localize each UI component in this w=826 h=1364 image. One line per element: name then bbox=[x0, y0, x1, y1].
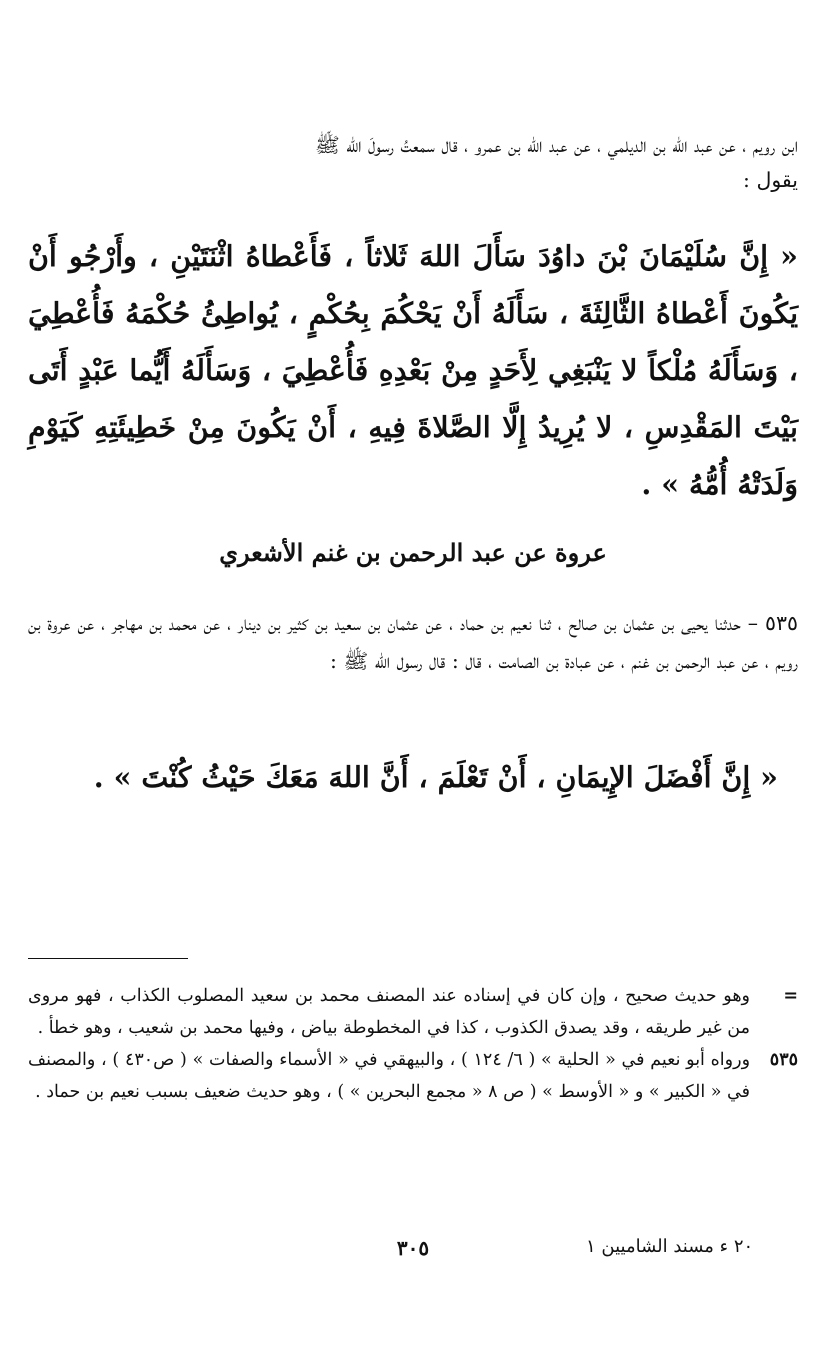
footnote-text: ورواه أبو نعيم في « الحلية » ( ٦/ ١٢٤ ) ، والبيهقي في « الأسماء والصفات » ( ص٤٣٠ ) ، والمصنف في « الكبير » و « الأوسط » ( ص ٨ « مجمع البحرين » ) ، وهو حديث ضعيف بسبب نعيم بن حماد . bbox=[28, 1050, 751, 1102]
footnote-item bbox=[28, 980, 798, 1044]
footnotes bbox=[28, 980, 798, 1108]
section-heading: عروة عن عبد الرحمن بن غنم الأشعري bbox=[219, 538, 607, 567]
footnote-divider bbox=[28, 958, 188, 959]
intro-line-2: يقول : bbox=[743, 168, 798, 192]
footnote-marker: ٥٣٥ bbox=[769, 1050, 798, 1070]
hadith-535-text: « إِنَّ أَفْضَلَ الإِيمَانِ ، أَنْ تَعْلَمَ ، أَنَّ اللهَ مَعَكَ حَيْثُ كُنْتَ » . bbox=[93, 760, 778, 794]
page-footer bbox=[0, 1236, 826, 1266]
page-number: ٣٠٥ bbox=[396, 1236, 430, 1260]
intro-line-1: ابن رويم ، عن عبد الله بن الديلمي ، عن عبد الله بن عمرو ، قال سمعتُ رسولَ الله ﷺ bbox=[314, 133, 798, 157]
footnote-item bbox=[28, 1044, 798, 1108]
intro-paragraph bbox=[28, 128, 798, 198]
printer-signature: ٢٠ ء مسند الشاميين ١ bbox=[586, 1236, 754, 1257]
isnad-535: ٥٣٥ – حدثنا يحيى بن عثمان بن صالح ، ثنا نعيم بن حماد ، عن عثمان بن سعيد بن كثير بن دينار ، عن محمد بن مهاجر ، عن عروة بن رويم ، عن عبد الرحمن بن غنم ، عن عبادة بن الصامت ، قال : قال رسول الله ﷺ : bbox=[28, 611, 798, 673]
footnote-text: وهو حديث صحيح ، وإن كان في إسناده عند المصنف محمد بن سعيد المصلوب الكذاب ، فهو مروى من غير طريقه ، وقد يصدق الكذوب ، كذا في المخطوطة بياض ، وفيها محمد بن شعيب ، وهو خطأ . bbox=[28, 986, 750, 1038]
hadith-534-text: « إِنَّ سُلَيْمَانَ بْنَ داوُدَ سَأَلَ اللهَ ثَلاثاً ، فَأَعْطاهُ اثْنَتَيْنِ ، وأَرْجُو أَنْ يَكُونَ أَعْطاهُ الثَّالِثَةَ ، سَأَلَهُ أَنْ يَحْكُمَ بِحُكْمٍ ، يُواطِئُ حُكْمَهُ فَأُعْطِيَ ، وَسَأَلَهُ مُلْكاً لا يَنْبَغِي لِأَحَدٍ مِنْ بَعْدِهِ فَأُعْطِيَ ، وَسَأَلَهُ أَيُّما عَبْدٍ أَتَى بَيْتَ المَقْدِسِ ، لا يُرِيدُ إِلَّا الصَّلاةَ فِيهِ ، أَنْ يَكُونَ مِنْ خَطِيئَتِهِ كَيَوْمِ وَلَدَتْهُ أُمُّهُ » . bbox=[28, 239, 798, 501]
footnote-marker: = bbox=[783, 986, 798, 1006]
